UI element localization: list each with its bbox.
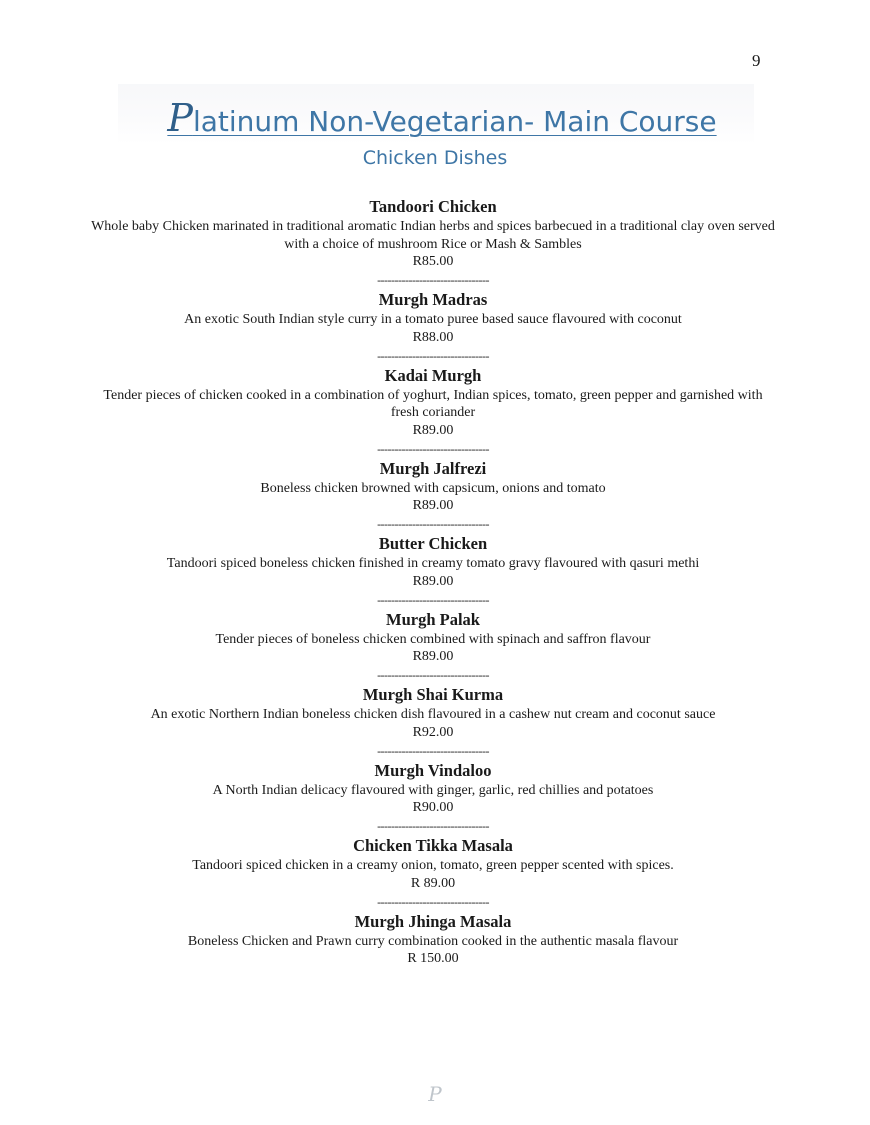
menu-item xyxy=(90,458,776,516)
title-rest: latinum Non-Vegetarian- Main Course xyxy=(192,105,717,138)
dish-price: R89.00 xyxy=(412,422,454,438)
dish-name: Murgh Madras xyxy=(378,290,488,309)
dish-price: R92.00 xyxy=(412,724,454,740)
menu-item xyxy=(90,684,776,742)
separator: -------------------------------- xyxy=(377,273,489,287)
menu-list xyxy=(90,196,776,968)
dish-price: R90.00 xyxy=(412,800,454,815)
separator: -------------------------------- xyxy=(377,592,489,607)
dish-description: Tandoori spiced chicken in a creamy onion, tomato, green pepper scented with spices. xyxy=(192,858,674,873)
dish-name: Butter Chicken xyxy=(378,534,488,553)
section-subtitle: Chicken Dishes xyxy=(362,147,508,169)
separator: -------------------------------- xyxy=(377,517,489,531)
dish-price: R 89.00 xyxy=(410,875,456,891)
dish-description: Tender pieces of chicken cooked in a combination of yoghurt, Indian spices, tomato, green pepper and garnished with fresh coriander xyxy=(103,387,763,420)
dish-name: Murgh Shai Kurma xyxy=(362,685,504,704)
dish-price: R 150.00 xyxy=(407,951,459,966)
dish-name: Murgh Palak xyxy=(386,609,480,629)
dish-description: Boneless Chicken and Prawn curry combination cooked in the authentic masala flavour xyxy=(187,933,679,949)
dish-price: R89.00 xyxy=(412,573,454,589)
dish-description: Tender pieces of boneless chicken combined with spinach and saffron flavour xyxy=(215,631,651,647)
dish-description: Tandoori spiced boneless chicken finished in creamy tomato gravy flavoured with qasuri methi xyxy=(166,556,700,571)
dish-name: Chicken Tikka Masala xyxy=(353,836,513,855)
dish-price: R85.00 xyxy=(412,254,454,269)
menu-item xyxy=(90,196,776,271)
separator: -------------------------------- xyxy=(377,348,489,363)
dish-description: An exotic South Indian style curry in a tomato puree based sauce flavoured with coconut xyxy=(184,312,682,327)
separator: -------------------------------- xyxy=(377,743,489,758)
dish-price: R89.00 xyxy=(412,649,454,664)
menu-item xyxy=(90,609,776,667)
page-title-text xyxy=(153,96,717,140)
page-number: 9 xyxy=(752,51,761,70)
page-title xyxy=(0,96,870,144)
separator: -------------------------------- xyxy=(377,819,489,833)
menu-item xyxy=(90,911,776,969)
separator: -------------------------------- xyxy=(377,894,489,909)
separator: -------------------------------- xyxy=(377,668,489,682)
dish-name: Murgh Jhinga Masala xyxy=(354,911,512,931)
dish-name: Tandoori Chicken xyxy=(369,197,497,216)
dish-name: Murgh Vindaloo xyxy=(374,760,492,780)
menu-item xyxy=(90,289,776,347)
separator: -------------------------------- xyxy=(377,441,489,456)
dish-description: An exotic Northern Indian boneless chicken dish flavoured in a cashew nut cream and coconut sauce xyxy=(150,707,716,722)
title-decorative-initial: P xyxy=(167,96,193,140)
dish-description: Boneless chicken browned with capsicum, onions and tomato xyxy=(260,480,606,496)
dish-name: Murgh Jalfrezi xyxy=(379,458,487,478)
menu-item xyxy=(90,835,776,893)
dish-price: R88.00 xyxy=(412,329,454,345)
dish-description: A North Indian delicacy flavoured with ginger, garlic, red chillies and potatoes xyxy=(212,782,654,798)
menu-item xyxy=(90,533,776,591)
footer-logo-mark: P xyxy=(428,1082,442,1106)
dish-name: Kadai Murgh xyxy=(384,365,482,385)
menu-item xyxy=(90,365,776,440)
menu-item xyxy=(90,760,776,818)
dish-price: R89.00 xyxy=(412,498,454,513)
dish-description: Whole baby Chicken marinated in traditional aromatic Indian herbs and spices barbecued in a traditional clay oven served with a choice of mushroom Rice or Mash & Sambles xyxy=(91,219,775,252)
